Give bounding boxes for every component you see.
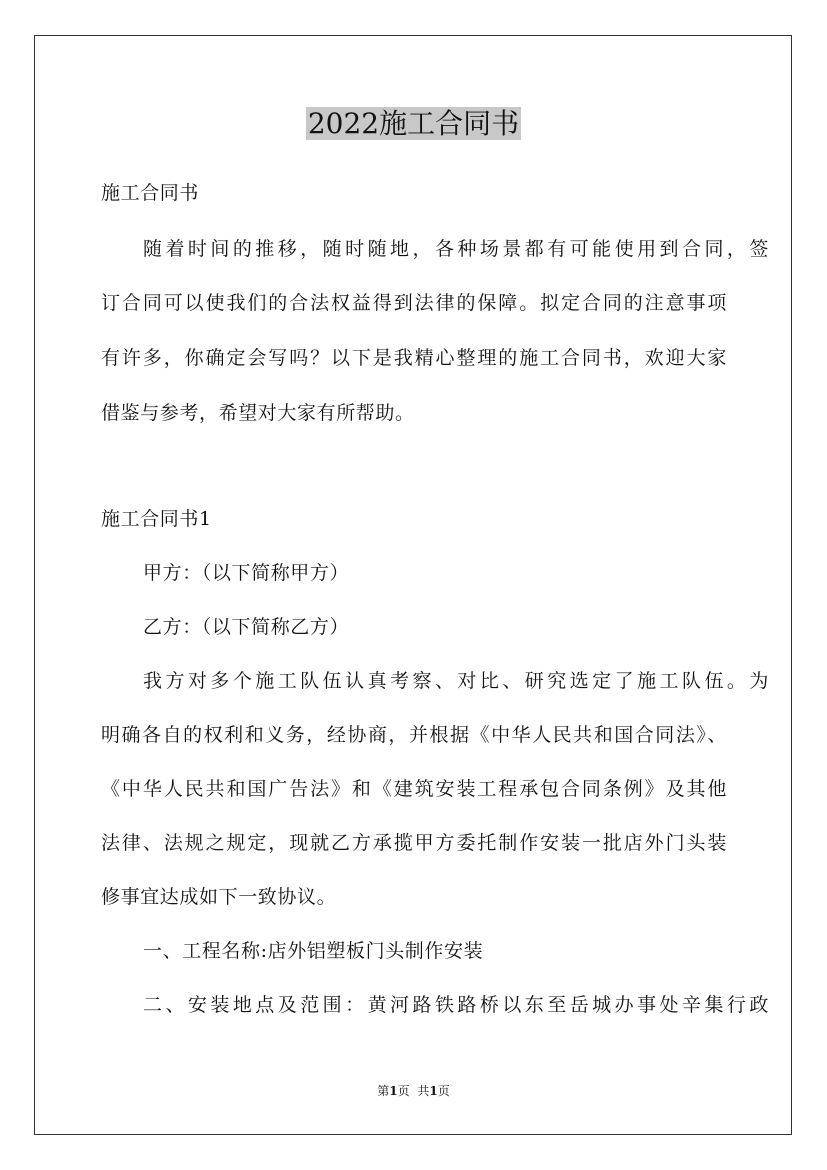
paragraph-line-1: 我方对多个施工队伍认真考察、对比、研究选定了施工队伍。为: [143, 670, 769, 692]
document-title-text: 2022施工合同书: [307, 107, 520, 140]
intro-line-1: 随着时间的推移，随时随地，各种场景都有可能使用到合同，签: [143, 238, 769, 260]
page-label-suffix: 页: [397, 1084, 410, 1098]
section-heading: 施工合同书: [101, 182, 200, 204]
item-1-line: 一、工程名称:店外铝塑板门头制作安装: [143, 940, 484, 962]
item-2-line: 二、安装地点及范围：黄河路铁路桥以东至岳城办事处辛集行政: [143, 994, 769, 1016]
intro-line-4: 借鉴与参考，希望对大家有所帮助。: [101, 402, 415, 424]
party-a-line: 甲方：（以下简称甲方）: [143, 562, 350, 584]
party-b-line: 乙方：（以下简称乙方）: [143, 616, 350, 638]
total-pages: 1: [429, 1084, 438, 1098]
paragraph-line-5: 修事宜达成如下一致协议。: [101, 886, 337, 908]
intro-line-3: 有许多，你确定会写吗？以下是我精心整理的施工合同书，欢迎大家: [101, 347, 727, 369]
page-label-prefix: 第: [377, 1084, 390, 1098]
paragraph-line-4: 法律、法规之规定，现就乙方承揽甲方委托制作安装一批店外门头装: [101, 832, 727, 854]
intro-line-2: 订合同可以使我们的合法权益得到法律的保障。拟定合同的注意事项: [101, 292, 727, 314]
paragraph-line-2: 明确各自的权利和义务，经协商，并根据《中华人民共和国合同法》、: [101, 724, 727, 746]
paragraph-line-3: 《中华人民共和国广告法》和《建筑安装工程承包合同条例》及其他: [101, 778, 727, 800]
total-label-suffix: 页: [437, 1084, 450, 1098]
document-title: [0, 104, 827, 144]
section-heading-1: 施工合同书1: [101, 508, 212, 530]
total-label-prefix: 共: [417, 1084, 430, 1098]
page-footer: [0, 1083, 827, 1099]
page-number: 1: [389, 1084, 398, 1098]
